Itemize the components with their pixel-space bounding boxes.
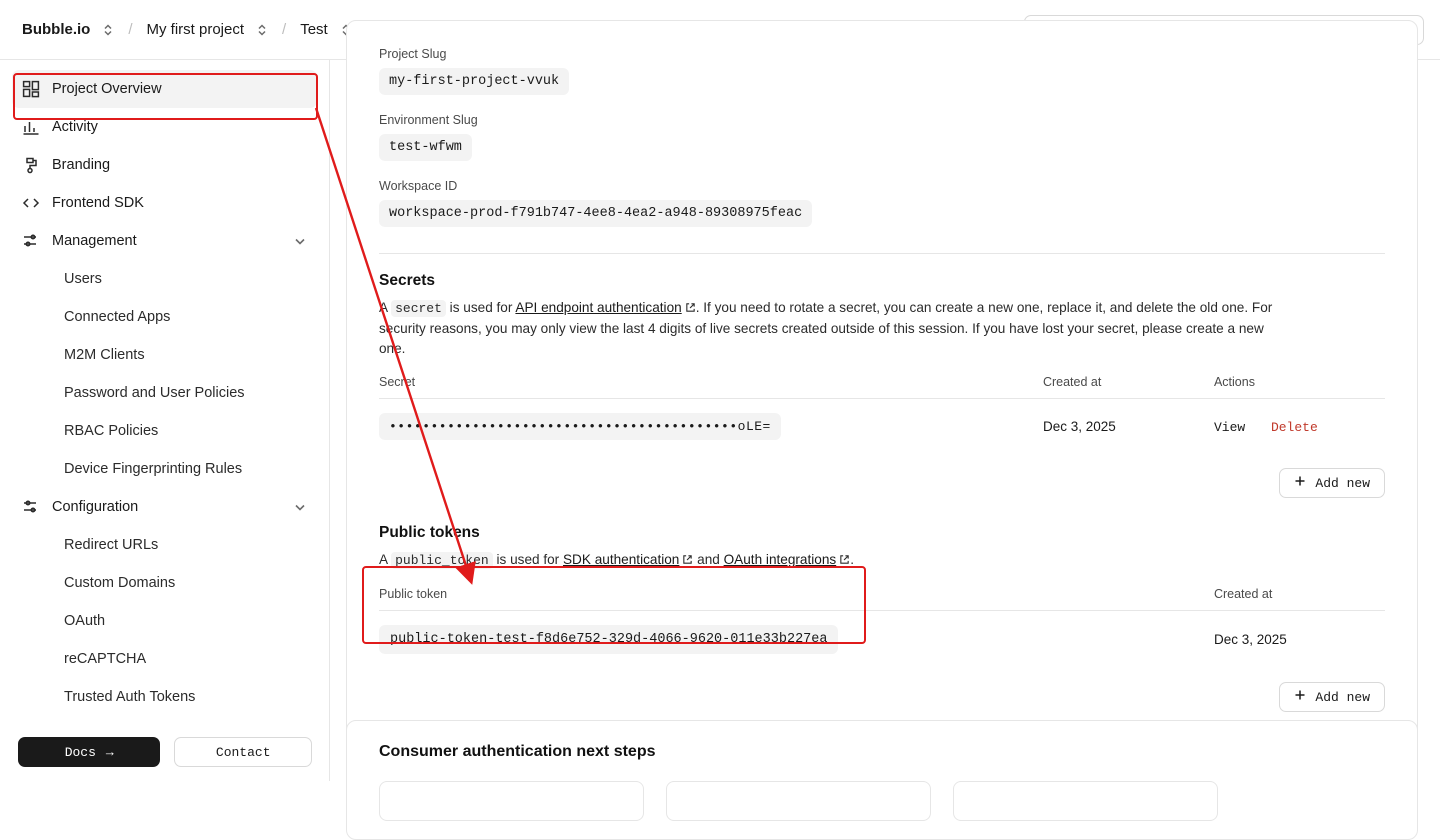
chevron-down-icon[interactable] <box>293 500 307 514</box>
secrets-description <box>379 298 1279 359</box>
secrets-col-actions: Actions <box>1214 375 1385 399</box>
secrets-desc-part-3: . If you need to rotate a secret, you can create a new one, replace it, and delete the old one. For security reasons, you may only view the last 4 digits of live secrets created outside of this session. If you have lost your secret, please create a new one. <box>379 300 1273 356</box>
contact-button-label: Contact <box>215 744 271 760</box>
sidebar-subitem-label: M2M Clients <box>64 347 145 363</box>
breadcrumb-project[interactable]: My first project <box>146 21 245 38</box>
api-endpoint-authentication-link[interactable]: API endpoint authentication <box>515 300 682 315</box>
next-step-tile[interactable] <box>666 781 931 821</box>
sidebar-item-management[interactable] <box>12 222 317 260</box>
sidebar-subitem-label: RBAC Policies <box>64 423 159 439</box>
sidebar-item-label: Project Overview <box>52 81 162 97</box>
secret-masked-value[interactable]: ••••••••••••••••••••••••••••••••••••••••••oLE= <box>379 413 781 440</box>
sidebar-item-branding[interactable] <box>12 146 317 184</box>
sidebar-item-rbac-policies[interactable] <box>12 412 317 450</box>
next-step-tile[interactable] <box>953 781 1218 821</box>
sidebar-item-custom-domains[interactable] <box>12 564 317 602</box>
public-tokens-description <box>379 550 1279 571</box>
docs-button[interactable] <box>18 737 160 767</box>
table-row <box>379 611 1385 669</box>
spacer <box>379 498 1385 524</box>
sidebar-item-users[interactable] <box>12 260 317 298</box>
sidebar-item-m2m-clients[interactable] <box>12 336 317 374</box>
code-icon <box>22 194 40 212</box>
sdk-authentication-link[interactable]: SDK authentication <box>562 552 680 567</box>
oauth-integrations-link[interactable]: OAuth integrations <box>723 552 837 567</box>
table-row <box>379 399 1385 455</box>
public-tokens-cell-created-at: Dec 3, 2025 <box>1213 632 1287 647</box>
public-token-value[interactable]: public-token-test-f8d6e752-329d-4066-9620-011e33b227ea <box>379 625 838 654</box>
breadcrumb-separator-2: / <box>282 21 287 38</box>
next-steps-tiles <box>379 781 1385 821</box>
docs-button-label: Docs <box>64 744 96 760</box>
public-tokens-desc-part-2: is used for <box>492 552 563 567</box>
plus-icon <box>1294 689 1306 705</box>
sidebar-item-label: Activity <box>52 119 98 135</box>
secret-inline-code: secret <box>391 300 446 317</box>
workspace-id-value[interactable]: workspace-prod-f791b747-4ee8-4ea2-a948-89308975feac <box>379 200 812 227</box>
public-token-inline-code: public_token <box>391 552 493 569</box>
sidebar-nav <box>0 60 329 716</box>
plus-icon <box>1294 475 1306 491</box>
sidebar-item-device-fingerprinting-rules[interactable] <box>12 450 317 488</box>
sidebar-footer <box>0 737 330 767</box>
breadcrumb-separator-1: / <box>128 21 133 38</box>
grid-icon <box>22 80 40 98</box>
secrets-col-created-at: Created at <box>1043 375 1214 399</box>
sidebar-item-trusted-auth-tokens[interactable] <box>12 678 317 716</box>
brand-switcher-icon[interactable] <box>100 18 116 42</box>
public-tokens-table-header-row <box>379 587 1385 611</box>
add-new-public-token-button[interactable] <box>1279 682 1385 712</box>
environment-slug-label: Environment Slug <box>379 113 478 127</box>
sidebar-item-label: Frontend SDK <box>52 195 144 211</box>
sidebar-item-label: Management <box>52 233 137 249</box>
sidebar-subitem-label: reCAPTCHA <box>64 651 147 667</box>
external-link-icon <box>685 299 696 310</box>
public-tokens-col-token: Public token <box>379 587 1214 611</box>
public-tokens-table <box>379 587 1385 668</box>
sidebar-subitem-label: Trusted Auth Tokens <box>64 689 196 705</box>
secrets-cell-created-at: Dec 3, 2025 <box>1042 419 1116 434</box>
public-tokens-add-new-row <box>379 682 1385 712</box>
next-step-tile[interactable] <box>379 781 644 821</box>
sidebar-item-recaptcha[interactable] <box>12 640 317 678</box>
project-details-card <box>346 20 1418 741</box>
sidebar-subitem-label: Custom Domains <box>64 575 176 591</box>
public-tokens-desc-part-4: . <box>850 552 854 567</box>
environment-slug-value[interactable]: test-wfwm <box>379 134 472 161</box>
next-steps-card <box>346 720 1418 840</box>
main-content <box>330 47 1440 781</box>
sidebar-item-redirect-urls[interactable] <box>12 526 317 564</box>
external-link-icon <box>682 551 693 562</box>
external-link-icon <box>839 551 850 562</box>
sidebar-item-password-and-user-policies[interactable] <box>12 374 317 412</box>
section-divider <box>379 253 1385 254</box>
public-tokens-title: Public tokens <box>379 524 480 541</box>
sidebar-subitem-label: Redirect URLs <box>64 537 159 553</box>
sidebar-item-connected-apps[interactable] <box>12 298 317 336</box>
sidebar-subitem-label: Password and User Policies <box>64 385 245 401</box>
bar-chart-icon <box>22 118 40 136</box>
sidebar-item-project-overview[interactable] <box>12 70 317 108</box>
secrets-cell-secret <box>379 399 1043 455</box>
secrets-desc-part-2: is used for <box>445 300 516 315</box>
sidebar-item-oauth[interactable] <box>12 602 317 640</box>
view-secret-button[interactable]: View <box>1213 419 1246 435</box>
public-tokens-col-created-at: Created at <box>1214 587 1385 611</box>
sidebar-item-activity[interactable] <box>12 108 317 146</box>
public-tokens-desc-part-1: A <box>379 552 392 567</box>
workspace-id-label: Workspace ID <box>379 179 458 193</box>
sliders-icon <box>22 232 40 250</box>
sidebar-item-frontend-sdk[interactable] <box>12 184 317 222</box>
secrets-add-new-row <box>379 468 1385 498</box>
sidebar-subitem-label: Connected Apps <box>64 309 171 325</box>
secrets-cell-actions <box>1214 399 1385 455</box>
public-tokens-desc-part-3: and <box>693 552 724 567</box>
add-new-public-token-label: Add new <box>1315 689 1370 705</box>
paint-icon <box>22 156 40 174</box>
arrow-right-icon: → <box>105 744 114 760</box>
add-new-secret-label: Add new <box>1315 475 1370 491</box>
settings-sliders-icon <box>22 498 40 516</box>
sidebar-subitem-label: Device Fingerprinting Rules <box>64 461 243 477</box>
add-new-secret-button[interactable] <box>1279 468 1385 498</box>
breadcrumb-environment[interactable]: Test <box>300 21 328 38</box>
sidebar-item-label: Branding <box>52 157 111 173</box>
secrets-title: Secrets <box>379 272 436 289</box>
delete-secret-button[interactable]: Delete <box>1270 419 1318 435</box>
sidebar-subitem-label: Users <box>64 271 102 287</box>
sidebar-subitem-label: OAuth <box>64 613 106 629</box>
secrets-table <box>379 375 1385 454</box>
secrets-table-header-row <box>379 375 1385 399</box>
chevron-down-icon[interactable] <box>293 234 307 248</box>
secrets-desc-part-1: A <box>379 300 392 315</box>
sidebar-item-label: Configuration <box>52 499 139 515</box>
secrets-col-secret: Secret <box>379 375 1043 399</box>
project-slug-value[interactable]: my-first-project-vvuk <box>379 68 569 95</box>
public-tokens-cell-token <box>379 611 1214 669</box>
project-switcher-icon[interactable] <box>254 18 270 42</box>
project-slug-label: Project Slug <box>379 47 447 61</box>
contact-button[interactable] <box>174 737 312 767</box>
next-steps-title: Consumer authentication next steps <box>379 743 656 760</box>
sidebar <box>0 60 330 781</box>
sidebar-item-configuration[interactable] <box>12 488 317 526</box>
brand-label[interactable]: Bubble.io <box>22 21 91 38</box>
